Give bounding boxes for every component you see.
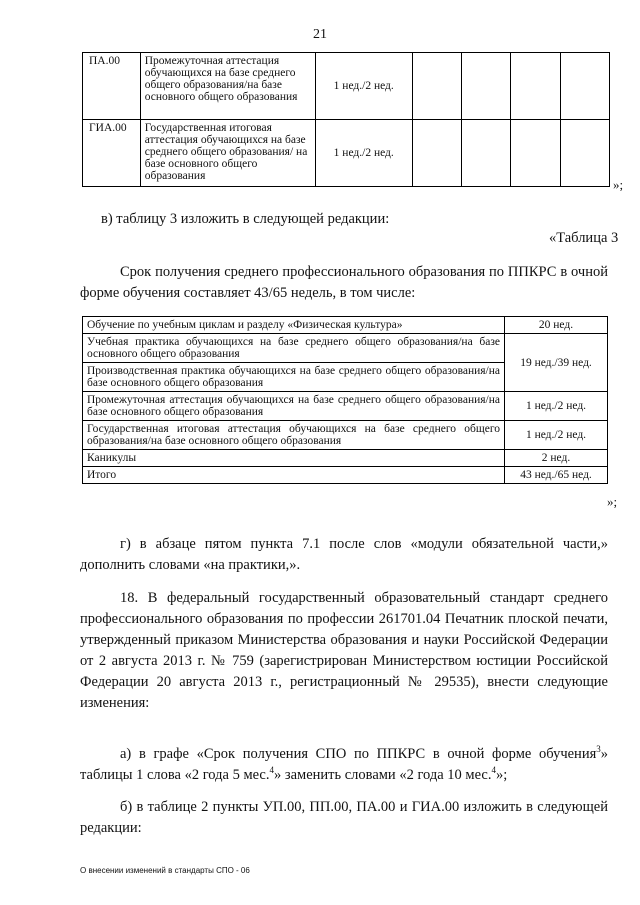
table-cell-value: 2 нед. (505, 450, 608, 467)
footnote-ref: 3 (596, 744, 601, 755)
paragraph-v: в) таблицу 3 изложить в следующей редакции: (101, 211, 390, 227)
table-cell-empty (461, 53, 510, 120)
paragraph-18: 18. В федеральный государственный образовательный стандарт среднего профессионального образования по профессии 261701.04 Печатник плоской печати, утвержденный приказом Министерства образования и науки Российской Федерации от 2 августа 2013 г. № 759 (зарегистрирован Министерством юстиции Российской Федерации 20 августа 2013 г., регистрационный № 29535), внести следующие изменения: (80, 590, 608, 711)
table-cell-value: 43 нед./65 нед. (505, 467, 608, 484)
table-cell-empty (461, 120, 510, 187)
table-cell-name: Обучение по учебным циклам и разделу «Физическая культура» (83, 317, 505, 334)
table-cell-empty (560, 120, 609, 187)
table-row (83, 450, 608, 467)
paragraph-b: б) в таблице 2 пункты УП.00, ПП.00, ПА.00 и ГИА.00 изложить в следующей редакции: (80, 799, 608, 836)
table-cell-name: Промежуточная аттестация обучающихся на базе среднего общего образования/на базе основного общего образования (83, 392, 505, 421)
table-cell-code: ГИА.00 (83, 120, 141, 187)
footnote-ref: 4 (269, 765, 274, 776)
paragraph-term: Срок получения среднего профессионального образования по ППКРС в очной форме обучения составляет 43/65 недель, в том числе: (80, 264, 608, 301)
table-row (83, 120, 610, 187)
table-cell-duration: 1 нед./2 нед. (315, 120, 412, 187)
table-cell-value: 1 нед./2 нед. (505, 421, 608, 450)
table-cell-value: 20 нед. (505, 317, 608, 334)
table-1-fragment (82, 52, 610, 187)
table-cell-duration: 1 нед./2 нед. (315, 53, 412, 120)
table-cell-name: Государственная итоговая аттестация обучающихся на базе среднего общего образования/на базе основного общего образования (83, 421, 505, 450)
table-cell-name: Государственная итоговая аттестация обучающихся на базе среднего общего образования/ на базе основного общего образования (140, 120, 315, 187)
table-row (83, 53, 610, 120)
table-cell-name: Каникулы (83, 450, 505, 467)
table-cell-name: Итого (83, 467, 505, 484)
table-cell-empty (412, 120, 461, 187)
table-cell-empty (412, 53, 461, 120)
paragraph-a (80, 744, 608, 786)
table-cell-empty (511, 53, 560, 120)
table-cell-value: 19 нед./39 нед. (505, 334, 608, 392)
table-cell-name: Учебная практика обучающихся на базе среднего общего образования/на базе основного общего образования (83, 334, 505, 363)
page-footer: О внесении изменений в стандарты СПО - 06 (80, 866, 250, 875)
table-cell-value: 1 нед./2 нед. (505, 392, 608, 421)
table-row (83, 392, 608, 421)
paragraph-a-text: » заменить словами «2 года 10 мес. (274, 767, 492, 783)
paragraph-a-text: » таблицы 1 слова «2 года 5 мес. (80, 746, 608, 783)
table-cell-empty (511, 120, 560, 187)
page-number: 21 (313, 27, 327, 42)
table-3-closing-quote: »; (607, 494, 618, 509)
table-cell-name: Производственная практика обучающихся на базе среднего общего образования/на базе основного общего образования (83, 363, 505, 392)
footnote-ref: 4 (491, 765, 496, 776)
paragraph-g: г) в абзаце пятом пункта 7.1 после слов «модули обязательной части,» дополнить словами «на практики,». (80, 536, 608, 573)
table-cell-empty (560, 53, 609, 120)
table-row (83, 334, 608, 363)
table-cell-name: Промежуточная аттестация обучающихся на базе среднего общего образования/на базе основного общего образования (140, 53, 315, 120)
table-3-label: «Таблица 3 (549, 230, 619, 246)
paragraph-a-text: а) в графе «Срок получения СПО по ППКРС в очной форме обучения (120, 746, 597, 762)
table-1-closing-quote: »; (613, 177, 624, 192)
paragraph-a-text: »; (495, 767, 508, 783)
table-3 (82, 316, 608, 484)
table-cell-code: ПА.00 (83, 53, 141, 120)
table-row (83, 317, 608, 334)
table-row (83, 421, 608, 450)
table-row (83, 467, 608, 484)
